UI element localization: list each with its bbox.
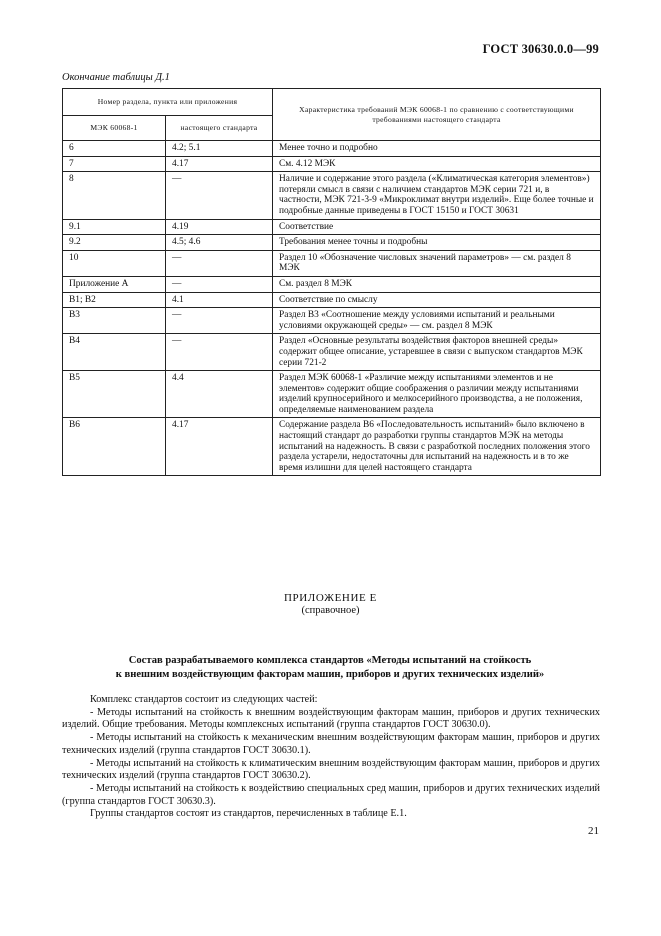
table-row xyxy=(63,141,601,157)
table-row xyxy=(63,292,601,308)
cell-iec: 9.1 xyxy=(63,219,166,235)
table-row xyxy=(63,172,601,219)
comparison-table xyxy=(62,88,601,476)
cell-iec: В1; В2 xyxy=(63,292,166,308)
cell-characteristic: См. раздел 8 МЭК xyxy=(273,276,601,292)
table-row xyxy=(63,308,601,334)
page-number: 21 xyxy=(588,825,599,837)
cell-characteristic: Раздел «Основные результаты воздействия факторов внешней среды» содержит общее описание, устаревшее в связи с выпуском стандартов МЭК серии 721-2 xyxy=(273,334,601,371)
cell-iec: В6 xyxy=(63,418,166,476)
body-text xyxy=(62,694,600,821)
cell-iec: Приложение А xyxy=(63,276,166,292)
cell-standard: 4.2; 5.1 xyxy=(166,141,273,157)
paragraph: - Методы испытаний на стойкость к климатическим внешним воздействующим факторам машин, приборов и других технических изделий (группа стандартов ГОСТ 30630.2). xyxy=(62,757,600,782)
cell-standard: 4.1 xyxy=(166,292,273,308)
cell-characteristic: Соответствие по смыслу xyxy=(273,292,601,308)
cell-iec: 9.2 xyxy=(63,235,166,251)
cell-characteristic: Раздел МЭК 60068-1 «Различие между испытаниями элементов и не элементов» содержит общие соображения о различии между испытаниями изделий крупносерийного и мелкосерийного производства, а не положения, определяемые наименованием раздела xyxy=(273,371,601,418)
cell-standard: 4.4 xyxy=(166,371,273,418)
cell-characteristic: Менее точно и подробно xyxy=(273,141,601,157)
cell-iec: 6 xyxy=(63,141,166,157)
table-caption: Окончание таблицы Д.1 xyxy=(62,72,170,83)
table-row xyxy=(63,219,601,235)
table-row xyxy=(63,334,601,371)
table-row xyxy=(63,371,601,418)
table-row xyxy=(63,156,601,172)
cell-standard: 4.17 xyxy=(166,156,273,172)
cell-standard: 4.19 xyxy=(166,219,273,235)
header-this-standard: настоящего стандарта xyxy=(166,116,273,141)
cell-iec: В5 xyxy=(63,371,166,418)
cell-characteristic: Раздел В3 «Соотношение между условиями испытаний и реальными условиями окружающей среды» — см. раздел 8 МЭК xyxy=(273,308,601,334)
header-iec: МЭК 60068-1 xyxy=(63,116,166,141)
section-heading-line: к внешним воздействующим факторам машин, приборов и других технических изделий» xyxy=(115,668,545,680)
cell-standard: — xyxy=(166,308,273,334)
cell-characteristic: Раздел 10 «Обозначение числовых значений параметров» — см. раздел 8 МЭК xyxy=(273,250,601,276)
cell-standard: — xyxy=(166,334,273,371)
cell-standard: — xyxy=(166,276,273,292)
paragraph: - Методы испытаний на стойкость к механическим внешним воздействующим факторам машин, приборов и других технических изделий (группа стандартов ГОСТ 30630.1). xyxy=(62,732,600,756)
table-row xyxy=(63,276,601,292)
table-row xyxy=(63,235,601,251)
paragraph: - Методы испытаний на стойкость к воздействию специальных сред машин, приборов и других технических изделий (группа стандартов ГОСТ 30630.3). xyxy=(62,782,600,807)
paragraph: - Методы испытаний на стойкость к внешним воздействующим факторам машин, приборов и других технических изделий. Общие требования. Методы комплексных испытаний (группа стандартов ГОСТ 30630.0). xyxy=(62,706,600,731)
table-row xyxy=(63,418,601,476)
cell-standard: 4.5; 4.6 xyxy=(166,235,273,251)
cell-standard: — xyxy=(166,250,273,276)
cell-standard: 4.17 xyxy=(166,418,273,476)
cell-iec: В4 xyxy=(63,334,166,371)
section-heading-line: Состав разрабатываемого комплекса стандартов «Методы испытаний на стойкость xyxy=(128,655,532,666)
section-heading xyxy=(90,654,570,681)
cell-characteristic: Наличие и содержание этого раздела («Климатическая категория элементов») потеряли смысл в связи с наличием стандартов МЭК серии 721 и, в частности, МЭК 721-3-9 «Микроклимат внутри изделий». Еще более точные и подробные данные приведены в ГОСТ 15150 и ГОСТ 30631 xyxy=(273,172,601,219)
paragraph: Комплекс стандартов состоит из следующих частей: xyxy=(90,694,318,705)
cell-standard: — xyxy=(166,172,273,219)
cell-characteristic: Соответствие xyxy=(273,219,601,235)
cell-iec: 8 xyxy=(63,172,166,219)
cell-characteristic: Содержание раздела В6 «Последовательность испытаний» было включено в настоящий стандарт до разработки группы стандартов МЭК на методы испытаний на надежность. В связи с разработкой последних положения этого раздела устарели, недостаточны для испытаний на надежность и в то же время излишни для целей настоящего стандарта xyxy=(273,418,601,476)
document-code: ГОСТ 30630.0.0—99 xyxy=(482,42,599,56)
appendix-subtitle: (справочное) xyxy=(301,605,360,616)
cell-iec: 7 xyxy=(63,156,166,172)
cell-iec: 10 xyxy=(63,250,166,276)
appendix-title: ПРИЛОЖЕНИЕ Е xyxy=(284,592,377,604)
header-section-number: Номер раздела, пункта или приложения xyxy=(63,89,273,116)
paragraph: Группы стандартов состоят из стандартов, перечисленных в таблице Е.1. xyxy=(90,808,407,820)
cell-characteristic: См. 4.12 МЭК xyxy=(273,156,601,172)
table-row xyxy=(63,250,601,276)
header-characteristics: Характеристика требований МЭК 60068-1 по сравнению с соответствующими требованиями настоящего стандарта xyxy=(273,89,601,141)
cell-characteristic: Требования менее точны и подробны xyxy=(273,235,601,251)
cell-iec: В3 xyxy=(63,308,166,334)
